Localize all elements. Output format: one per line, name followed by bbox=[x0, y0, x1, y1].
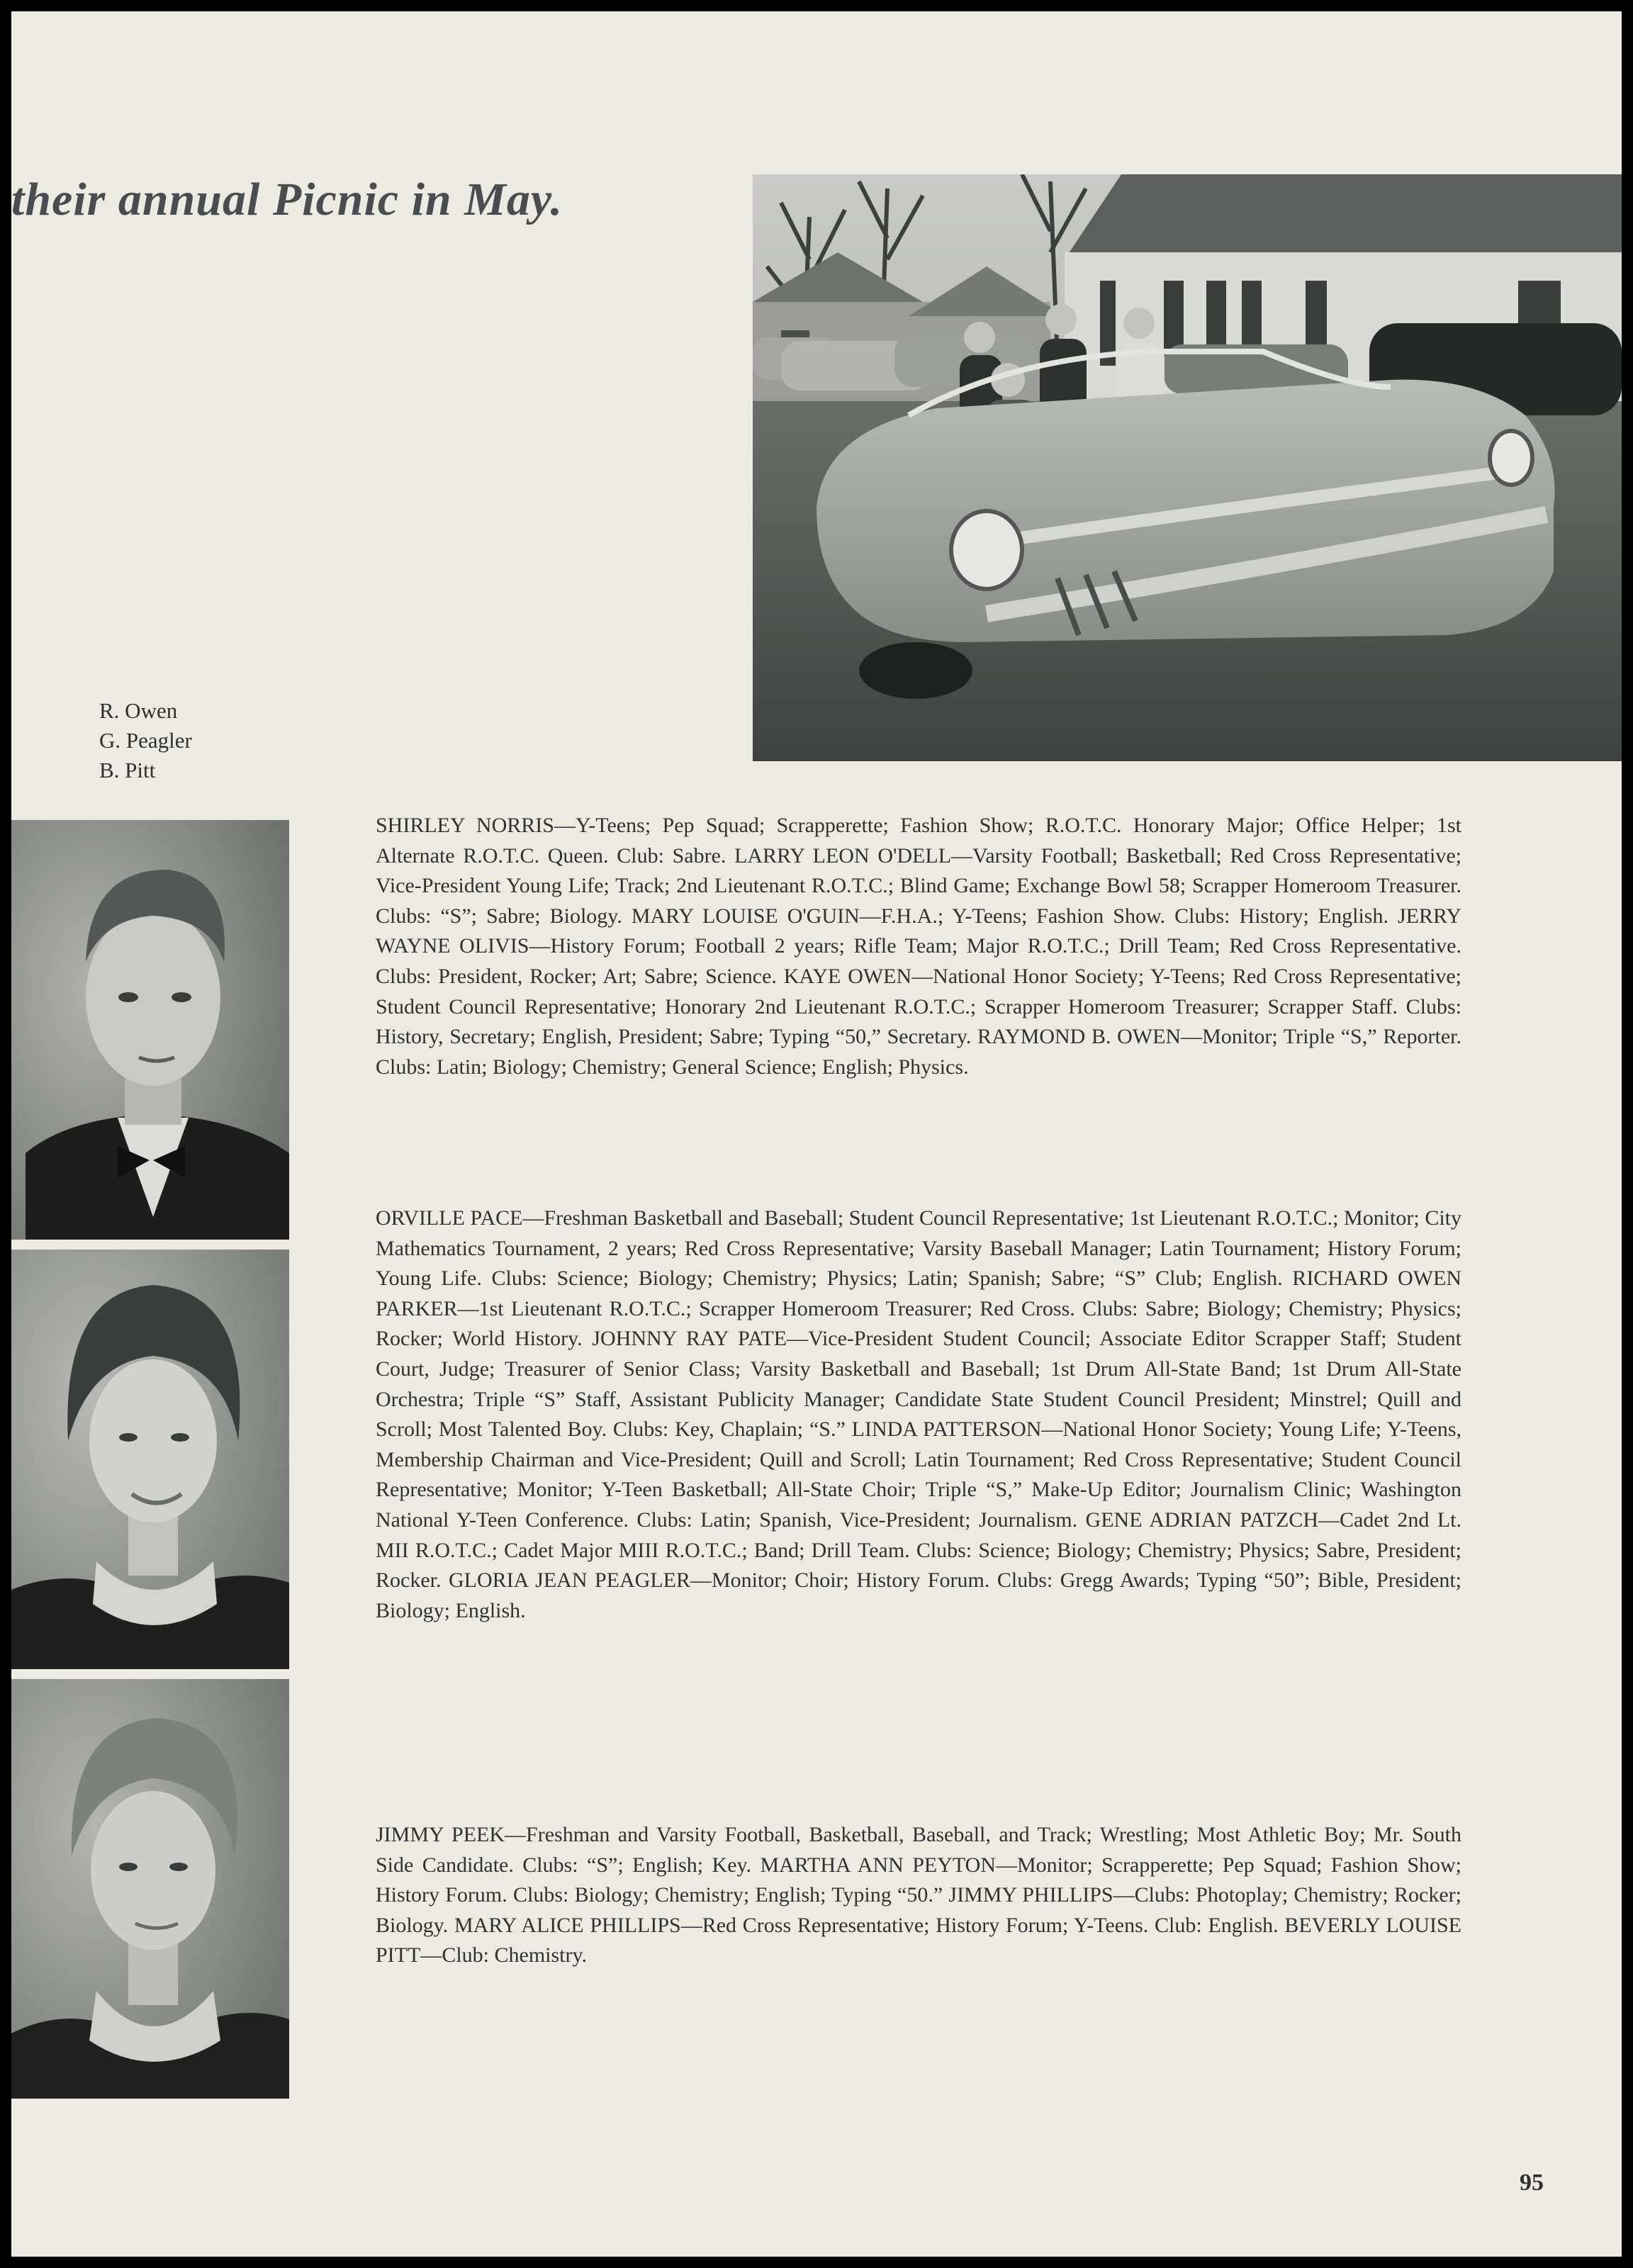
portrait-2 bbox=[11, 1250, 289, 1669]
page-headline: their annual Picnic in May. bbox=[11, 174, 563, 225]
portrait-1 bbox=[11, 820, 289, 1240]
caption-name: B. Pitt bbox=[99, 758, 156, 782]
caption-name: R. Owen bbox=[99, 698, 178, 723]
portrait-3 bbox=[11, 1679, 289, 2099]
yearbook-page bbox=[11, 11, 1622, 2257]
caption-name: G. Peagler bbox=[99, 728, 192, 753]
bio-paragraph: JIMMY PEEK—Freshman and Varsity Football, Basketball, Baseball, and Track; Wrestling; Most Athletic Boy; Mr. South Side Candidate. Clubs: “S”; English; Key. MARTHA ANN PEYTON—Monitor; Scrapperette; Pep Squad; Fashion Show; History Forum. Clubs: Biology; Chemistry; English; Typing “50.” JIMMY PHILLIPS—Clubs: Photoplay; Chemistry; Rocker; Biology. MARY ALICE PHILLIPS—Red Cross Representative; History Forum; Y-Teens. Club: English. BEVERLY LOUISE PITT—Club: Chemistry. bbox=[376, 1823, 1461, 1967]
group-photo bbox=[753, 174, 1622, 761]
page-number: 95 bbox=[1520, 2169, 1544, 2196]
bio-paragraph: SHIRLEY NORRIS—Y-Teens; Pep Squad; Scrapperette; Fashion Show; R.O.T.C. Honorary Major; Office Helper; 1st Alternate R.O.T.C. Queen. Club: Sabre. LARRY LEON O'DELL—Varsity Football; Basketball; Red Cross Representative; Vice-President Young Life; Track; 2nd Lieutenant R.O.T.C.; Blind Game; Exchange Bowl 58; Scrapper Homeroom Treasurer. Clubs: “S”; Sabre; Biology. MARY LOUISE O'GUIN—F.H.A.; Y-Teens; Fashion Show. Clubs: History; English. JERRY WAYNE OLIVIS—History Forum; Football 2 years; Rifle Team; Major R.O.T.C.; Drill Team; Red Cross Representative. Clubs: President, Rocker; Art; Sabre; Science. KAYE OWEN—National Honor Society; Y-Teens; Red Cross Representative; Student Council Representative; Honorary 2nd Lieutenant R.O.T.C.; Scrapper Homeroom Treasurer; Scrapper Staff. Clubs: History, Secretary; English, President; Sabre; Typing “50,” Secretary. RAYMOND B. OWEN—Monitor; Triple “S,” Reporter. Clubs: Latin; Biology; Chemistry; General Science; English; Physics. bbox=[376, 814, 1461, 1079]
photo-caption-names bbox=[99, 696, 192, 785]
bio-paragraph: ORVILLE PACE—Freshman Basketball and Baseball; Student Council Representative; 1st Lieutenant R.O.T.C.; Monitor; City Mathematics Tournament, 2 years; Red Cross Representative; Varsity Baseball Manager; Latin Tournament; History Forum; Young Life. Clubs: Science; Biology; Chemistry; Physics; Latin; Spanish; Sabre; “S” Club; English. RICHARD OWEN PARKER—1st Lieutenant R.O.T.C.; Scrapper Homeroom Treasurer; Red Cross. Clubs: Sabre; Biology; Chemistry; Physics; Rocker; World History. JOHNNY RAY PATE—Vice-President Student Council; Associate Editor Scrapper Staff; Student Court, Judge; Treasurer of Senior Class; Varsity Basketball and Baseball; 1st Drum All-State Band; 1st Drum All-State Orchestra; Triple “S” Staff, Assistant Publicity Manager; Candidate State Student Council President; Minstrel; Quill and Scroll; Most Talented Boy. Clubs: Key, Chaplain; “S.” LINDA PATTERSON—National Honor Society; Young Life; Y-Teens, Membership Chairman and Vice-President; Quill and Scroll; Latin Tournament; Red Cross Representative; Student Council Representative; Monitor; Y-Teen Basketball; All-State Choir; Triple “S,” Make-Up Editor; Journalism Clinic; Washington National Y-Teen Conference. Clubs: Latin; Spanish, Vice-President; Journalism. GENE ADRIAN PATZCH—Cadet 2nd Lt. MII R.O.T.C.; Cadet Major MIII R.O.T.C.; Band; Drill Team. Clubs: Science; Biology; Chemistry; Physics; Sabre, President; Rocker. GLORIA JEAN PEAGLER—Monitor; Choir; History Forum. Clubs: Gregg Awards; Typing “50”; Bible, President; Biology; English. bbox=[376, 1206, 1461, 1622]
